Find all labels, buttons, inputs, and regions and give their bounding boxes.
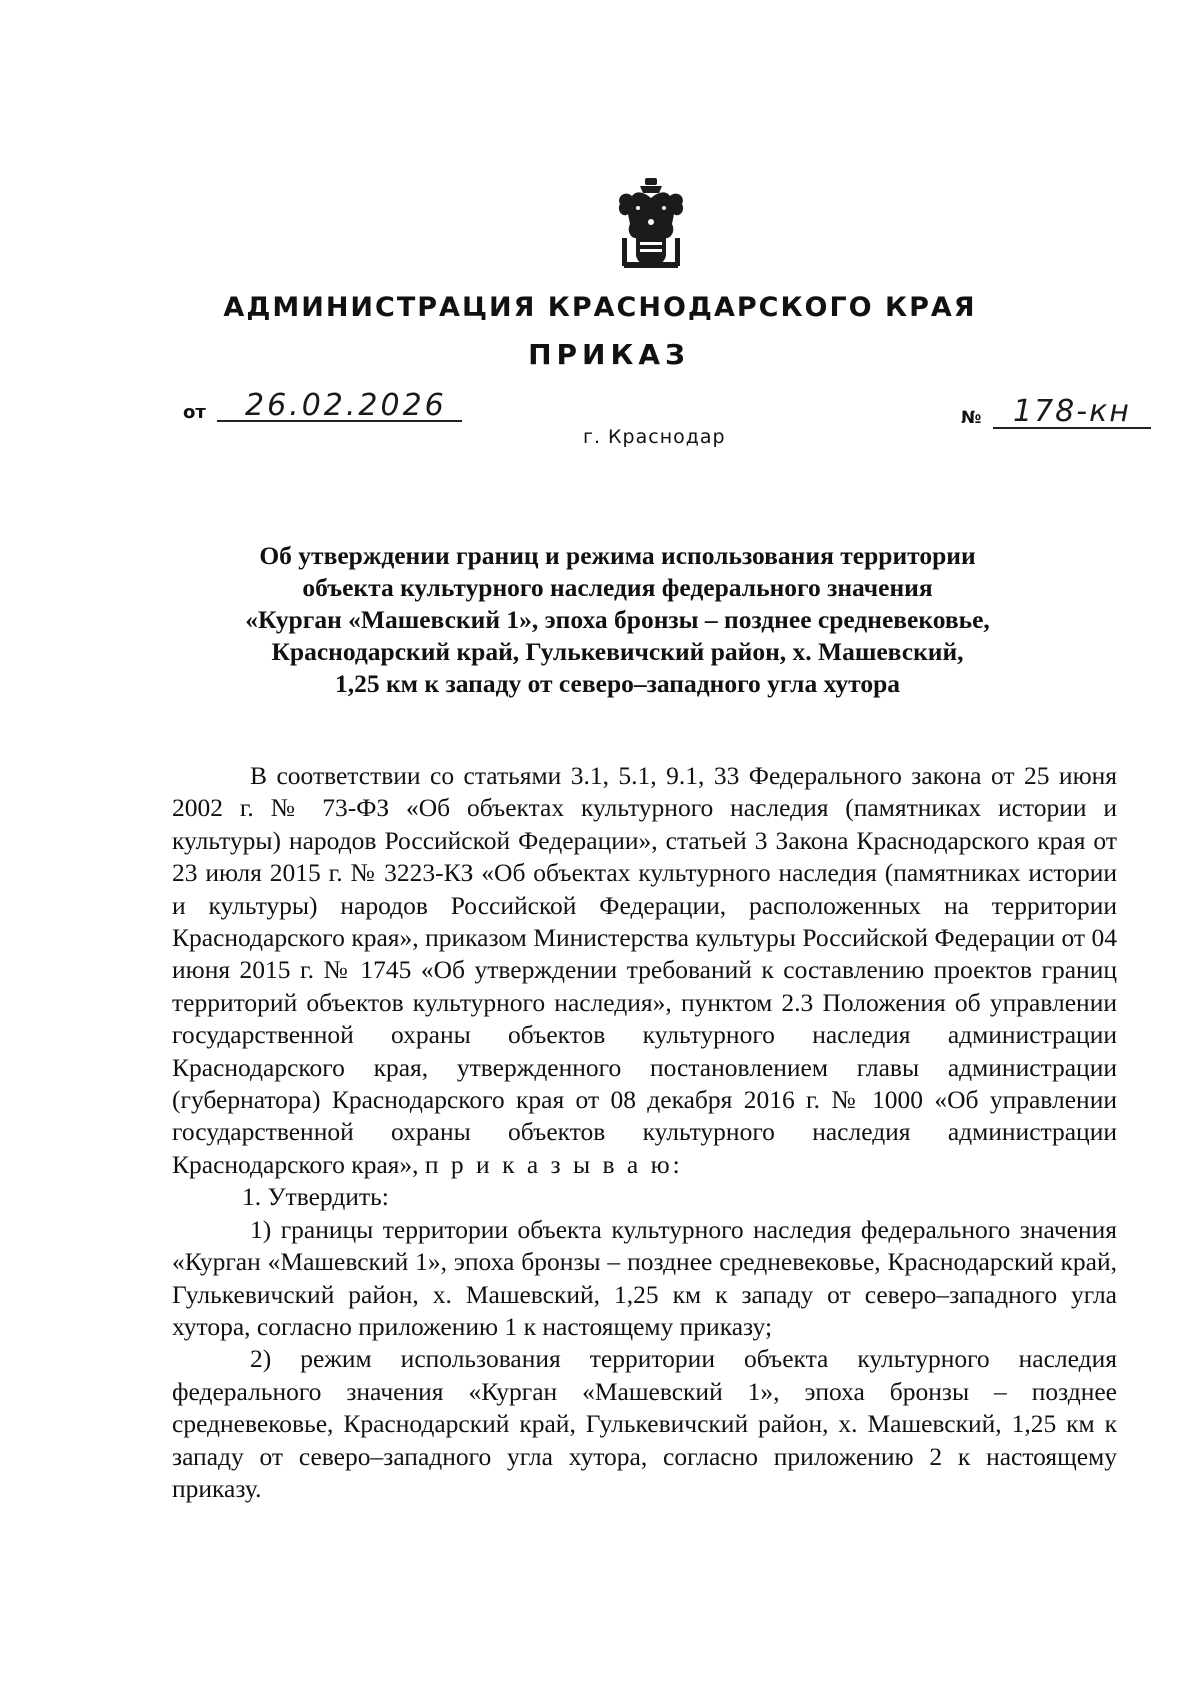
subject-line: «Курган «Машевский 1», эпоха бронзы – позднее средневековье, [245,605,990,634]
subject-line: 1,25 км к западу от северо–западного угла хутора [334,669,901,698]
document-body [172,760,1117,1505]
item-1-2: 2) режим использования территории объекта культурного наследия федерального значения «Курган «Машевский 1», эпоха бронзы – позднее средневековье, Краснодарский край, Гулькевичский район, х. Машевский, 1,25 км к западу от северо–западного угла хутора, согласно приложению 2 к настоящему приказу. [172,1344,1117,1503]
document-subject [170,540,1065,700]
item-1-1: 1) границы территории объекта культурного наследия федерального значения «Курган «Машевский 1», эпоха бронзы – позднее средневековье, Краснодарский край, Гулькевичский район, х. Машевский, 1,25 км к западу от северо–западного угла хутора, согласно приложению 1 к настоящему приказу; [172,1214,1117,1341]
city-label: г. Краснодар [583,426,726,448]
date-label: от [183,402,206,423]
coat-of-arms-emblem [614,178,688,272]
number-handwritten: 178-кн [1013,394,1131,429]
subject-line: Краснодарский край, Гулькевичский район, х. Машевский, [271,637,964,666]
preamble-text: В соответствии со статьями 3.1, 5.1, 9.1, 33 Федерального закона от 25 июня 2002 г. № 73-ФЗ «Об объектах культурного наследия (памятниках истории и культуры) народов Российской Федерации», статьей 3 Закона Краснодарского края от 23 июля 2015 г. № 3223-КЗ «Об объектах культурного наследия (памятниках истории и культуры) народов Российской Федерации, расположенных на территории Краснодарского края», приказом Министерства культуры Российской Федерации от 04 июня 2015 г. № 1745 «Об утверждении требований к составлению проектов границ территорий объектов культурного наследия», пунктом 2.3 Положения об управлении государственной охраны объектов культурного наследия администрации Краснодарского края, утвержденного постановлением главы администрации (губернатора) Краснодарского края от 08 декабря 2016 г. № 1000 «Об управлении государственной охраны объектов культурного наследия администрации Краснодарского края», [172,761,1117,1179]
order-word: п р и к а з ы в а ю: [424,1149,683,1179]
preamble-paragraph [172,760,1117,1181]
document-type: ПРИКАЗ [528,338,690,371]
subject-line: Об утверждении границ и режима использования территории [259,541,976,570]
organization-title: АДМИНИСТРАЦИЯ КРАСНОДАРСКОГО КРАЯ [223,292,977,323]
item-1: 1. Утвердить: [242,1182,389,1212]
subject-line: объекта культурного наследия федерального значения [302,573,933,602]
date-handwritten: 26.02.2026 [245,388,447,423]
number-label: № [961,408,982,428]
